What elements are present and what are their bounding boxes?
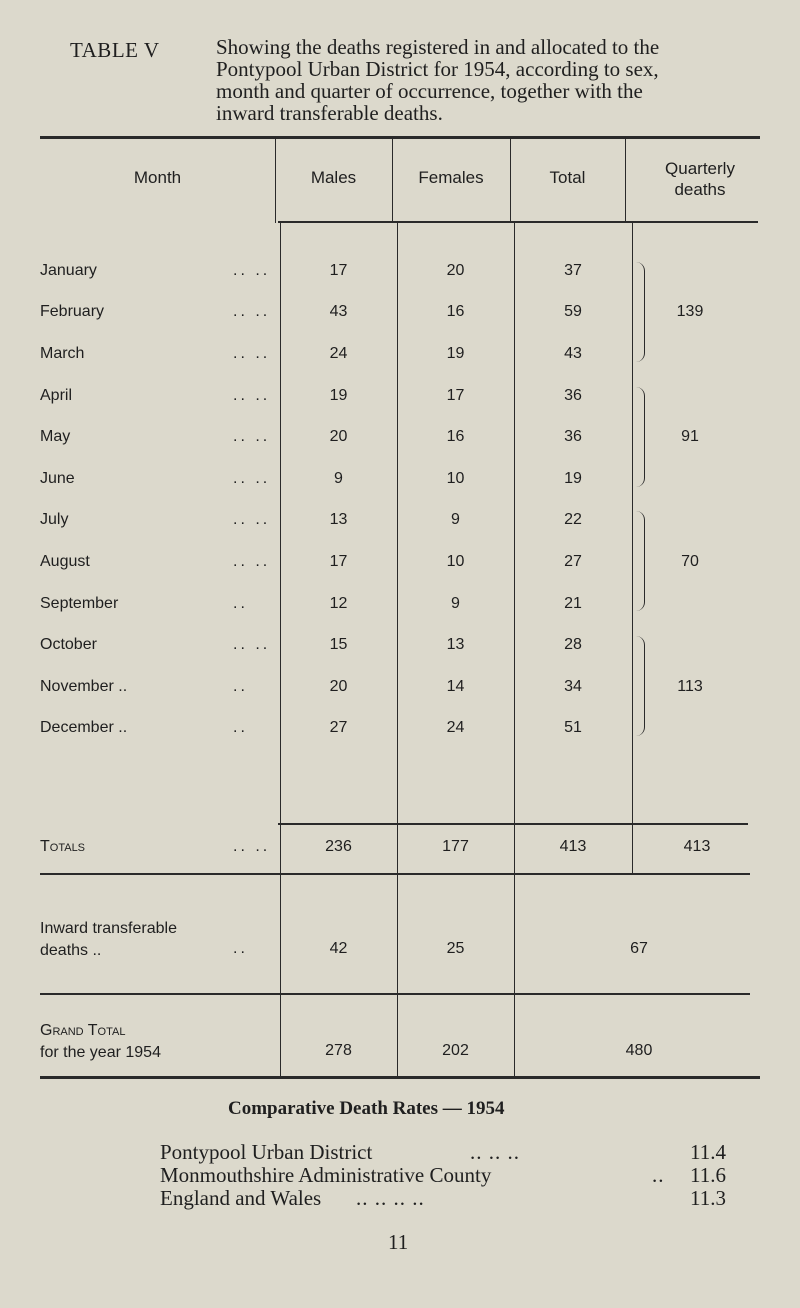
month-label: September bbox=[40, 595, 119, 612]
inward-males: 42 bbox=[329, 940, 348, 957]
total-value: 28 bbox=[564, 636, 582, 653]
inward-label-line: deaths .. bbox=[40, 942, 102, 959]
totals-label: Totals bbox=[40, 838, 86, 855]
leader-dots: .. bbox=[233, 678, 248, 695]
totals-bottom-rule bbox=[40, 873, 750, 875]
quarter-brace bbox=[636, 511, 645, 611]
females-value: 17 bbox=[446, 387, 465, 404]
leader-dots: .. .. bbox=[233, 470, 271, 487]
leader-dots: .. bbox=[652, 1163, 665, 1187]
females-value: 13 bbox=[446, 636, 465, 653]
rate-label: England and Wales bbox=[160, 1186, 322, 1210]
month-label: December .. bbox=[40, 719, 128, 736]
leader-dots: .. .. bbox=[233, 553, 271, 570]
quarter-brace bbox=[636, 262, 645, 362]
leader-dots: .. .. bbox=[233, 387, 271, 404]
grand-total-label-line: for the year 1954 bbox=[40, 1044, 161, 1061]
totals-total: 413 bbox=[559, 838, 587, 855]
rate-value: 11.6 bbox=[690, 1163, 726, 1187]
month-label: June bbox=[40, 470, 75, 487]
quarter-value: 113 bbox=[677, 678, 703, 695]
males-value: 13 bbox=[329, 511, 348, 528]
total-value: 19 bbox=[564, 470, 582, 487]
males-value: 9 bbox=[334, 470, 343, 487]
females-value: 16 bbox=[446, 303, 465, 320]
leader-dots: .. bbox=[233, 595, 248, 612]
males-value: 27 bbox=[329, 719, 348, 736]
header-males: Males bbox=[310, 168, 357, 187]
col-divider bbox=[514, 993, 515, 1076]
header-total: Total bbox=[549, 168, 586, 187]
table-top-rule bbox=[40, 136, 760, 139]
total-value: 51 bbox=[564, 719, 582, 736]
quarter-brace bbox=[636, 387, 645, 487]
month-label: February bbox=[40, 303, 105, 320]
males-value: 15 bbox=[329, 636, 348, 653]
inward-label-line: Inward transferable bbox=[40, 920, 177, 937]
month-label: January bbox=[40, 262, 97, 279]
table-label: TABLE V bbox=[70, 38, 160, 62]
totals-females: 177 bbox=[442, 838, 469, 855]
leader-dots: .. .. bbox=[233, 636, 271, 653]
leader-dots: .. .. .. .. bbox=[356, 1186, 425, 1210]
males-value: 43 bbox=[329, 303, 348, 320]
females-value: 10 bbox=[446, 553, 465, 570]
inward-label bbox=[40, 918, 177, 962]
females-value: 14 bbox=[446, 678, 465, 695]
table-bottom-rule bbox=[40, 1076, 760, 1079]
col-divider bbox=[632, 223, 633, 873]
females-value: 16 bbox=[446, 428, 465, 445]
header-quarterly bbox=[625, 158, 775, 200]
total-value: 21 bbox=[564, 595, 582, 612]
total-value: 34 bbox=[564, 678, 582, 695]
total-value: 37 bbox=[564, 262, 582, 279]
leader-dots: .. .. .. bbox=[470, 1140, 520, 1164]
header-females: Females bbox=[418, 168, 484, 187]
leader-dots: .. .. bbox=[233, 303, 271, 320]
females-value: 9 bbox=[451, 595, 460, 612]
header-bottom-rule bbox=[278, 221, 758, 223]
caption-line: inward transferable deaths. bbox=[216, 101, 443, 125]
inward-total: 67 bbox=[630, 940, 648, 957]
leader-dots: .. .. bbox=[233, 262, 271, 279]
males-value: 19 bbox=[329, 387, 348, 404]
caption-line: month and quarter of occurrence, together with the bbox=[216, 79, 643, 103]
month-label: October bbox=[40, 636, 97, 653]
total-value: 27 bbox=[564, 553, 582, 570]
caption-line: Pontypool Urban District for 1954, according to sex, bbox=[216, 57, 659, 81]
month-label: March bbox=[40, 345, 85, 362]
females-value: 9 bbox=[451, 511, 460, 528]
quarter-value: 91 bbox=[681, 428, 699, 445]
total-value: 59 bbox=[564, 303, 582, 320]
month-label: July bbox=[40, 511, 69, 528]
table-caption bbox=[216, 36, 786, 124]
rate-label: Monmouthshire Administrative County bbox=[160, 1163, 492, 1187]
page-number: 11 bbox=[388, 1230, 409, 1254]
month-label: May bbox=[40, 428, 71, 445]
grand-total-label bbox=[40, 1020, 161, 1064]
females-value: 24 bbox=[446, 719, 465, 736]
males-value: 17 bbox=[329, 262, 348, 279]
females-value: 19 bbox=[446, 345, 465, 362]
total-value: 36 bbox=[564, 387, 582, 404]
rate-label: Pontypool Urban District bbox=[160, 1140, 373, 1164]
grand-females: 202 bbox=[442, 1042, 469, 1059]
females-value: 10 bbox=[446, 470, 465, 487]
males-value: 12 bbox=[329, 595, 348, 612]
month-label: April bbox=[40, 387, 73, 404]
leader-dots: .. .. bbox=[233, 511, 271, 528]
males-value: 24 bbox=[329, 345, 348, 362]
grand-total-label-line: Grand Total bbox=[40, 1022, 126, 1039]
grand-total: 480 bbox=[625, 1042, 653, 1059]
quarter-value: 70 bbox=[681, 553, 699, 570]
month-label: November .. bbox=[40, 678, 128, 695]
caption-line: Showing the deaths registered in and allocated to the bbox=[216, 35, 660, 59]
quarter-brace bbox=[636, 636, 645, 736]
leader-dots: .. bbox=[233, 940, 248, 957]
header-quarterly-line: Quarterly bbox=[665, 159, 735, 178]
totals-top-rule bbox=[278, 823, 748, 825]
males-value: 20 bbox=[329, 678, 348, 695]
header-quarterly-line: deaths bbox=[674, 180, 726, 199]
month-label: August bbox=[40, 553, 90, 570]
males-value: 17 bbox=[329, 553, 348, 570]
total-value: 43 bbox=[564, 345, 582, 362]
leader-dots: .. bbox=[233, 719, 248, 736]
males-value: 20 bbox=[329, 428, 348, 445]
inward-bottom-rule bbox=[40, 993, 750, 995]
rate-value: 11.3 bbox=[690, 1186, 726, 1210]
comparative-title: Comparative Death Rates — 1954 bbox=[228, 1098, 505, 1119]
grand-males: 278 bbox=[325, 1042, 352, 1059]
total-value: 36 bbox=[564, 428, 582, 445]
quarter-value: 139 bbox=[676, 303, 704, 320]
totals-quarterly: 413 bbox=[683, 838, 711, 855]
inward-females: 25 bbox=[446, 940, 465, 957]
rate-value: 11.4 bbox=[690, 1140, 726, 1164]
leader-dots: .. .. bbox=[233, 428, 271, 445]
leader-dots: .. .. bbox=[233, 838, 271, 855]
total-value: 22 bbox=[564, 511, 582, 528]
totals-males: 236 bbox=[325, 838, 352, 855]
header-month: Month bbox=[133, 168, 182, 187]
leader-dots: .. .. bbox=[233, 345, 271, 362]
females-value: 20 bbox=[446, 262, 465, 279]
